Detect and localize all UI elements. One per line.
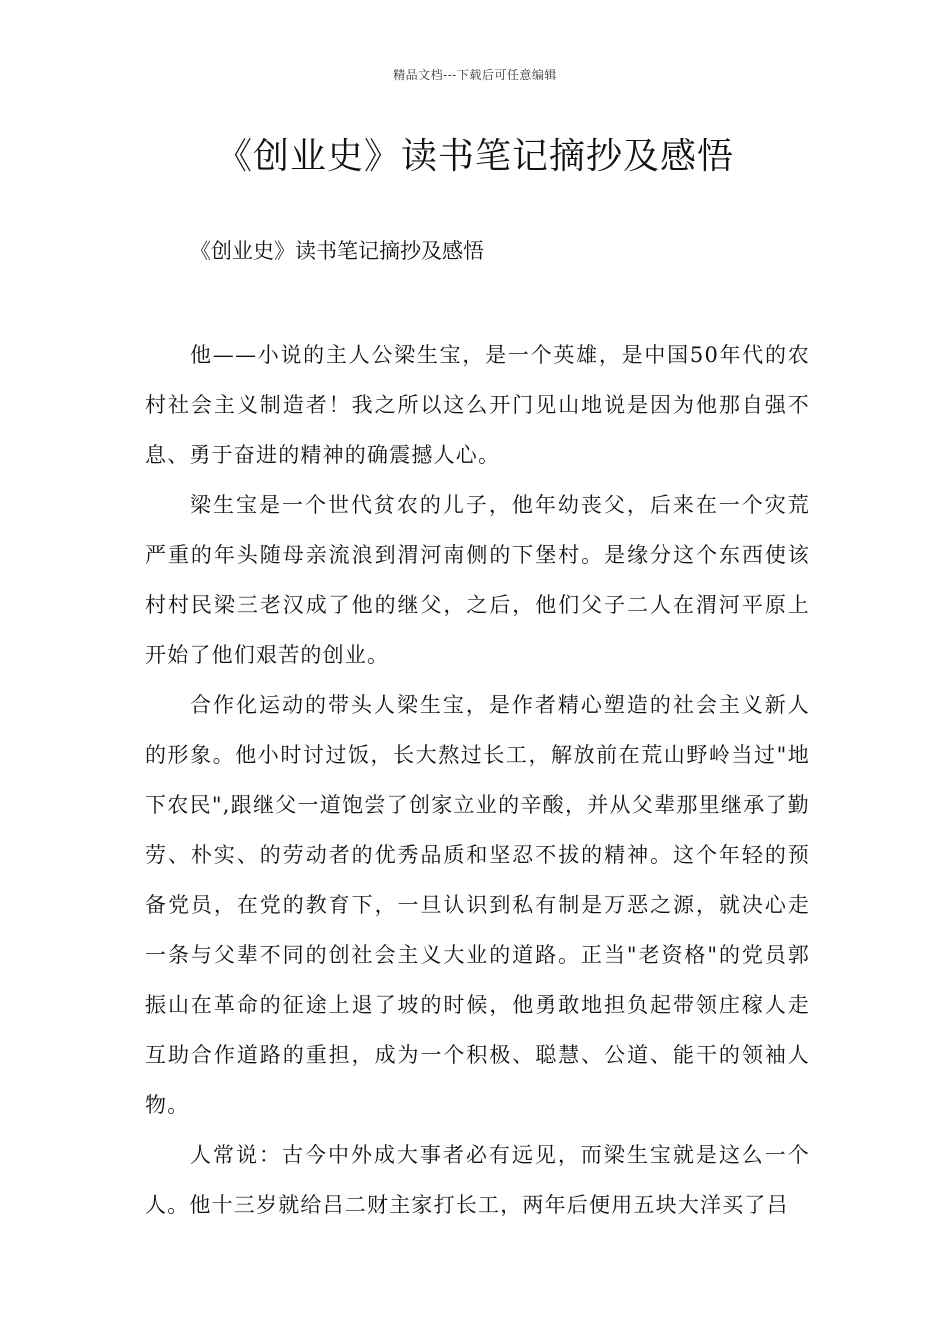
- paragraph-2: 梁生宝是一个世代贫农的儿子，他年幼丧父，后来在一个灾荒严重的年头随母亲流浪到渭河南侧的下堡村。是缘分这个东西使该村村民梁三老汉成了他的继父，之后，他们父子二人在渭河平原上开始了他们艰苦的创业。: [145, 493, 810, 667]
- header-note: 精品文档---下载后可任意编辑: [393, 68, 557, 82]
- paragraph-3: 合作化运动的带头人梁生宝，是作者精心塑造的社会主义新人的形象。他小时讨过饭，长大熬过长工，解放前在荒山野岭当过"地下农民",跟继父一道饱尝了创家立业的辛酸，并从父辈那里继承了勤劳、朴实、的劳动者的优秀品质和坚忍不拔的精神。这个年轻的预备党员，在党的教育下，一旦认识到私有制是万恶之源，就决心走一条与父辈不同的创社会主义大业的道路。正当"老资格"的党员郭振山在革命的征途上退了坡的时候，他勇敢地担负起带领庄稼人走互助合作道路的重担，成为一个积极、聪慧、公道、能干的领袖人物。: [145, 693, 810, 1117]
- paragraph-1: 他——小说的主人公梁生宝，是一个英雄，是中国50年代的农村社会主义制造者！我之所以这么开门见山地说是因为他那自强不息、勇于奋进的精神的确震撼人心。: [145, 343, 810, 467]
- document-title: 《创业史》读书笔记摘抄及感悟: [215, 136, 734, 177]
- document-subtitle: 《创业史》读书笔记摘抄及感悟: [190, 239, 484, 263]
- document-body: [145, 330, 810, 1230]
- paragraph-4: 人常说：古今中外成大事者必有远见，而梁生宝就是这么一个人。他十三岁就给吕二财主家打长工，两年后便用五块大洋买了吕: [145, 1143, 810, 1217]
